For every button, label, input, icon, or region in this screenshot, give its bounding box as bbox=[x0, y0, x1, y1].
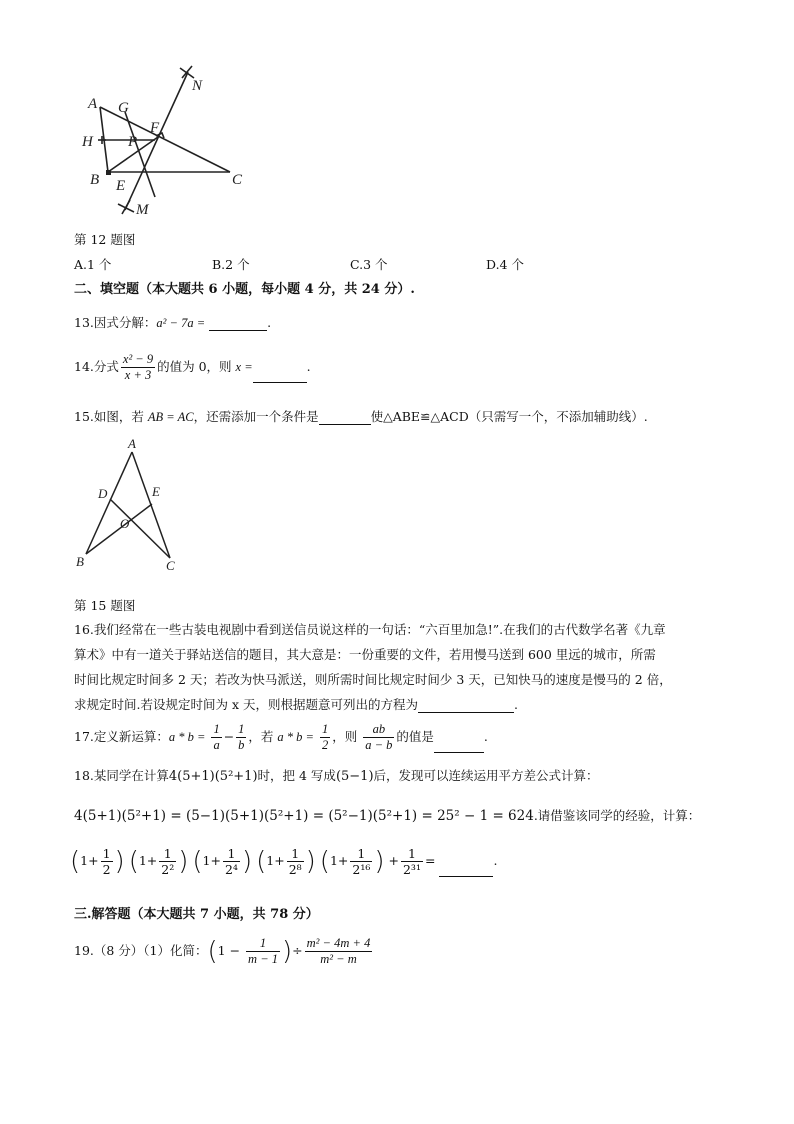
q18-line1 bbox=[74, 766, 599, 784]
q14-tail: . bbox=[306, 359, 311, 374]
q14-num: x² − 9 bbox=[122, 352, 154, 366]
q14-den: x + 3 bbox=[124, 368, 152, 382]
option-c: C.3 个 bbox=[350, 257, 388, 272]
label-e: E bbox=[116, 178, 126, 194]
q19-fd: m − 1 bbox=[248, 952, 279, 966]
q18-one-2: 1 bbox=[138, 853, 147, 868]
q14-mid: 的值为 0，则 bbox=[157, 359, 232, 374]
q17-frac-4 bbox=[363, 722, 394, 753]
q17-frac-2 bbox=[236, 722, 246, 753]
q15-cond: AB = AC bbox=[147, 410, 194, 424]
q18-one-5: 1 bbox=[329, 853, 338, 868]
q17-f2d: b bbox=[238, 738, 245, 752]
question-19: 19.（8 分）（1）化简：(1 − $\frac{1}{m - 1}$ )÷ $\frac{\text{m² − 4m + 4}}{\text{m² − m}}$ bbox=[74, 936, 371, 967]
q18-frac-1 bbox=[101, 846, 113, 877]
q13-tail: . bbox=[267, 315, 272, 330]
q17-frac-1 bbox=[211, 722, 221, 753]
q15-blank[interactable] bbox=[319, 424, 371, 425]
q17-f4d: a − b bbox=[365, 738, 393, 752]
q18-line2b: .请借鉴该同学的经验，计算： bbox=[533, 808, 701, 823]
q18-one-3: 1 bbox=[202, 853, 211, 868]
q18-f1d: 2 bbox=[102, 862, 111, 877]
q19-fn: 1 bbox=[246, 936, 280, 952]
q18-eq: = bbox=[424, 853, 436, 868]
q18-one-4: 1 bbox=[266, 853, 275, 868]
option-a: A.1 个 bbox=[74, 257, 112, 272]
q16-line4: 求规定时间.若设规定时间为 x 天，则根据题意可列出的方程为 . bbox=[74, 697, 518, 712]
label-m: M bbox=[136, 202, 149, 218]
q18-f5n: 1 bbox=[350, 846, 372, 862]
q16-blank[interactable] bbox=[418, 712, 514, 713]
q15-prefix: 15.如图，若 bbox=[74, 409, 144, 424]
label-g: G bbox=[118, 100, 129, 116]
q18-f4d: 2⁸ bbox=[288, 862, 302, 877]
q18-f3n: 1 bbox=[223, 846, 240, 862]
q18-frac-2 bbox=[159, 846, 176, 877]
q18-f6d: 2³¹ bbox=[402, 862, 421, 877]
label-o: O bbox=[120, 516, 130, 531]
figure-12 bbox=[70, 62, 260, 222]
option-b: B.2 个 bbox=[212, 257, 250, 272]
label-h: H bbox=[82, 134, 93, 150]
question-15 bbox=[74, 407, 648, 425]
label-b: B bbox=[76, 554, 84, 569]
q17-prefix: 17.定义新运算： bbox=[74, 729, 169, 744]
q18-f1n: 1 bbox=[102, 846, 111, 861]
q17-mid: ，若 bbox=[248, 729, 274, 744]
q18-expr2: (5−1) bbox=[335, 769, 374, 784]
label-c: C bbox=[166, 558, 175, 573]
label-a: A bbox=[88, 96, 98, 112]
q14-prefix: 14.分式 bbox=[74, 359, 119, 374]
q18-f5d: 2¹⁶ bbox=[352, 862, 371, 877]
q17-f4n: ab bbox=[363, 722, 394, 738]
q19-frac-1 bbox=[246, 936, 280, 967]
q18-frac-4 bbox=[287, 846, 304, 877]
q16-line1: 16.我们经常在一些古装电视剧中看到送信员说这样的一句话：“六百里加急!”.在我们的古代数学名著《九章 bbox=[74, 622, 666, 637]
q18-line2 bbox=[74, 806, 700, 824]
q19-gn: m² − 4m + 4 bbox=[306, 936, 371, 950]
q19-one: 1 bbox=[217, 943, 226, 958]
label-b: B bbox=[90, 172, 100, 188]
q17-then: ，则 bbox=[332, 729, 358, 744]
q18-f2n: 1 bbox=[159, 846, 176, 862]
q13-prefix: 13.因式分解： bbox=[74, 315, 157, 330]
question-13 bbox=[74, 313, 271, 331]
q17-f3n: 1 bbox=[321, 722, 329, 736]
q17-f1n: 1 bbox=[213, 722, 220, 736]
q13-blank[interactable] bbox=[209, 330, 267, 331]
q18-f4n: 1 bbox=[287, 846, 304, 862]
section-3-heading: 三.解答题（本大题共 7 小题，共 78 分） bbox=[74, 907, 319, 922]
q18-f2d: 2² bbox=[161, 862, 175, 877]
fig12-caption: 第 12 题图 bbox=[74, 232, 136, 247]
q17-blank[interactable] bbox=[434, 752, 484, 753]
q15-mid: ，还需添加一个条件是 bbox=[193, 409, 319, 424]
side-ab bbox=[86, 452, 132, 554]
q18-line2-expr: 4(5+1)(5²+1) = (5−1)(5+1)(5²+1) = (5²−1)(5²+1) = 25² − 1 = 624 bbox=[74, 808, 534, 824]
label-n: N bbox=[192, 78, 203, 94]
q18-one-1: 1 bbox=[80, 853, 89, 868]
q16-line2: 算术》中有一道关于驿站送信的题目，其大意是：一份重要的文件，若用慢马送到 600 里远的城市，所需 bbox=[74, 647, 656, 662]
q14-var: x = bbox=[235, 360, 253, 374]
q14-blank[interactable] bbox=[253, 382, 307, 383]
q14-fraction bbox=[121, 352, 155, 383]
figure-15 bbox=[70, 436, 200, 576]
q17-f3d: 2 bbox=[321, 738, 329, 752]
option-d: D.4 个 bbox=[486, 257, 524, 272]
section-2-heading: 二、填空题（本大题共 6 小题，每小题 4 分，共 24 分）. bbox=[74, 282, 415, 297]
q18-frac-6 bbox=[401, 846, 423, 877]
question-17: 17.定义新运算：a * b = $\frac{1}{a}$ − $\frac{1}{b}$ ，若 a * b = $\frac{1}{2}$ ，则 $\frac{ab}{a - b}$ 的值是 . bbox=[74, 722, 488, 752]
q17-minus: − bbox=[223, 729, 235, 744]
label-a: A bbox=[128, 436, 136, 451]
fig15-caption: 第 15 题图 bbox=[74, 598, 136, 613]
q17-cond: a * b = bbox=[277, 730, 314, 744]
q17-def: a * b = bbox=[168, 730, 206, 744]
question-14 bbox=[74, 352, 311, 383]
q18-blank[interactable] bbox=[439, 876, 493, 877]
q18-tail: . bbox=[493, 853, 498, 868]
q18-frac-5 bbox=[350, 846, 372, 877]
label-e: E bbox=[152, 484, 160, 499]
q18-frac-3 bbox=[223, 846, 240, 877]
q18-f3d: 2⁴ bbox=[224, 862, 238, 877]
q17-tail: 的值是 bbox=[396, 729, 434, 744]
q15-after: 使△ABE≌△ACD（只需写一个，不添加辅助线）. bbox=[370, 409, 648, 424]
q18-line3: (1+ $\frac{1}{2}$ ) (1+ $\frac{1}{\text{2²}}$ ) (1+ $\frac{1}{\text{2⁴}}$ ) (1+ $\frac{1}{\text{2⁸}}$ ) (1+ $\frac{1}{\text{2¹⁶}}$ ) + $\frac{1}{\text{2³¹}}$ = . bbox=[70, 846, 498, 877]
q13-expr: a² − 7a = bbox=[156, 316, 206, 330]
q18-f6n: 1 bbox=[401, 846, 423, 862]
label-d: D bbox=[98, 486, 108, 501]
label-p: P bbox=[128, 134, 138, 150]
q18-line1c: 后，发现可以连续运用平方差公式计算： bbox=[373, 768, 599, 783]
q17-f2n: 1 bbox=[238, 722, 245, 736]
q18-expr1: 4(5+1)(5²+1) bbox=[168, 769, 258, 784]
segment-be bbox=[86, 504, 152, 554]
label-c: C bbox=[232, 172, 243, 188]
q18-line1b: 时，把 4 写成 bbox=[257, 768, 336, 783]
q19-frac-2 bbox=[305, 936, 373, 967]
q16-line4-text: 求规定时间.若设规定时间为 x 天，则根据题意可列出的方程为 bbox=[74, 697, 418, 712]
q16-line3: 时间比规定时间多 2 天；若改为快马派送，则所需时间比规定时间少 3 天，已知快马的速度是慢马的 2 倍， bbox=[74, 672, 672, 687]
q19-div: ÷ bbox=[292, 943, 303, 958]
q17-f1d: a bbox=[213, 738, 220, 752]
q17-frac-3 bbox=[320, 722, 330, 753]
q18-line1a: 18.某同学在计算 bbox=[74, 768, 169, 783]
q19-prefix: 19.（8 分）（1）化简： bbox=[74, 943, 208, 958]
q19-gd: m² − m bbox=[320, 952, 357, 966]
label-f: F bbox=[150, 120, 160, 136]
